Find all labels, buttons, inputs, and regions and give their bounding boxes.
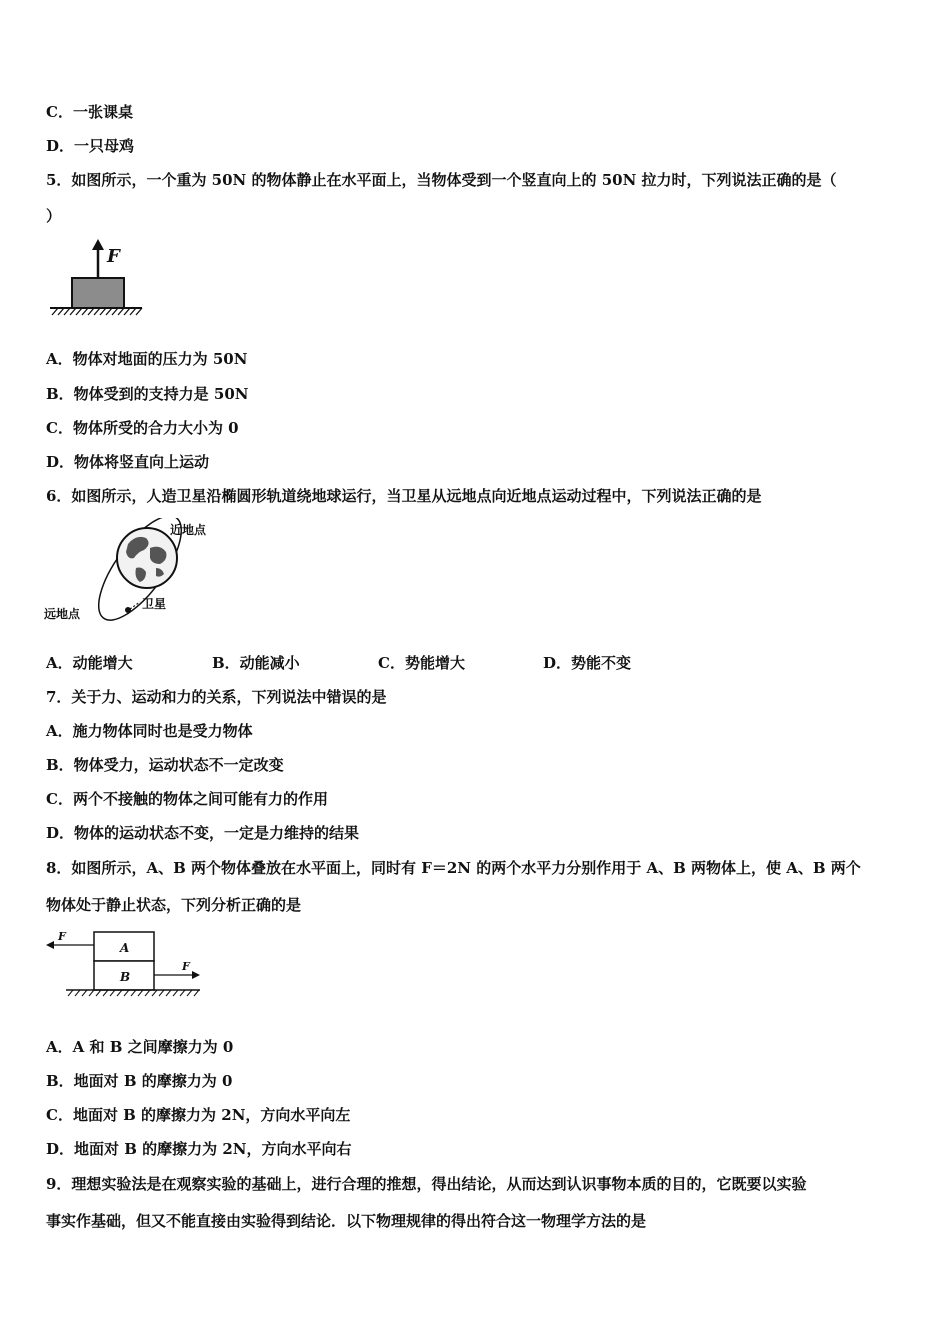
q8-block-b-label: B xyxy=(120,970,131,984)
q6-option-a: A．动能增大 xyxy=(46,654,133,672)
q5-stem-line2: ） xyxy=(46,207,62,225)
q6-satellite-label: 卫星 xyxy=(142,597,167,611)
q7-option-d: D．物体的运动状态不变，一定是力维持的结果 xyxy=(46,824,360,842)
q6-earth xyxy=(117,528,177,588)
q4-option-d: D．一只母鸡 xyxy=(46,137,135,155)
q8-option-b: B．地面对 B 的摩擦力为 0 xyxy=(46,1072,233,1090)
q6-stem: 6．如图所示，人造卫星沿椭圆形轨道绕地球运行，当卫星从远地点向近地点运动过程中，下列说法正确的是 xyxy=(46,487,762,505)
q5-force-label: F xyxy=(107,246,120,267)
q5-block xyxy=(72,278,124,308)
q8-ground-hatch xyxy=(68,990,199,996)
q5-option-b: B．物体受到的支持力是 50N xyxy=(46,385,249,403)
q8-right-force-label: F xyxy=(182,960,190,973)
q7-option-c: C．两个不接触的物体之间可能有力的作用 xyxy=(46,790,328,808)
q8-option-a: A．A 和 B 之间摩擦力为 0 xyxy=(46,1038,234,1056)
q6-options-row xyxy=(0,653,950,673)
q9-stem-line2: 事实作基础，但又不能直接由实验得到结论．以下物理规律的得出符合这一物理学方法的是 xyxy=(46,1212,647,1230)
q6-option-b: B．动能减小 xyxy=(212,654,300,672)
q8-block-a-label: A xyxy=(120,941,130,955)
q8-left-force-label: F xyxy=(58,930,66,943)
q8-stem-line2: 物体处于静止状态，下列分析正确的是 xyxy=(46,896,302,914)
q6-satellite xyxy=(125,607,131,613)
q5-option-a: A．物体对地面的压力为 50N xyxy=(46,350,248,368)
q9-stem-line1: 9．理想实验法是在观察实验的基础上，进行合理的推想，得出结论，从而达到认识事物本质的目的，它既要以实验 xyxy=(46,1175,807,1193)
q6-option-c: C．势能增大 xyxy=(378,654,465,672)
q8-stacked-blocks-figure xyxy=(44,926,204,1000)
q5-stem-line1: 5．如图所示，一个重为 50N 的物体静止在水平面上，当物体受到一个竖直向上的 50N 拉力时，下列说法正确的是（ xyxy=(46,171,837,189)
q5-ground-hatch xyxy=(52,308,142,315)
q8-option-c: C．地面对 B 的摩擦力为 2N，方向水平向左 xyxy=(46,1106,351,1124)
q7-option-a: A．施力物体同时也是受力物体 xyxy=(46,722,253,740)
q8-option-d: D．地面对 B 的摩擦力为 2N，方向水平向右 xyxy=(46,1140,352,1158)
q6-perigee-label: 近地点 xyxy=(170,523,207,537)
q6-apogee-label: 远地点 xyxy=(44,607,81,621)
q8-right-force-head xyxy=(192,971,200,979)
q7-stem: 7．关于力、运动和力的关系，下列说法中错误的是 xyxy=(46,688,387,706)
q5-option-d: D．物体将竖直向上运动 xyxy=(46,453,210,471)
q5-option-c: C．物体所受的合力大小为 0 xyxy=(46,419,239,437)
q6-satellite-orbit-figure xyxy=(44,518,224,628)
q7-option-b: B．物体受力，运动状态不一定改变 xyxy=(46,756,284,774)
q5-block-force-figure xyxy=(46,236,146,320)
q8-left-force-head xyxy=(46,941,54,949)
q6-option-d: D．势能不变 xyxy=(543,654,632,672)
q4-option-c: C．一张课桌 xyxy=(46,103,133,121)
q5-force-arrow-head xyxy=(92,239,104,250)
q8-stem-line1: 8．如图所示，A、B 两个物体叠放在水平面上，同时有 F＝2N 的两个水平力分别作用于 A、B 两物体上，使 A、B 两个 xyxy=(46,859,861,877)
